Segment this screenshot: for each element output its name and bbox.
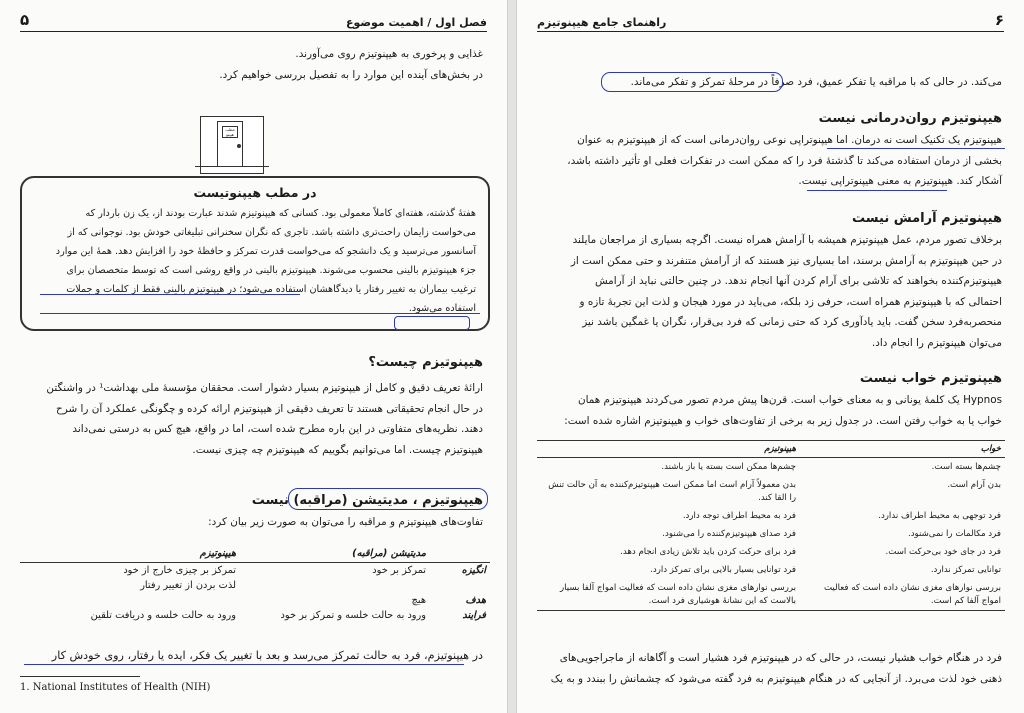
table-row xyxy=(537,476,1005,507)
table-cell: چشم‌ها ممکن است بسته یا باز باشند. xyxy=(661,461,796,472)
box-line: جزء هیپنوتیزم بالینی محسوب می‌شوند. هیپنوتیزم بالینی در واقع روشی است که توسط متخصصان برای xyxy=(66,265,476,276)
table-cell: بدن معمولاً آرام است اما ممکن است هیپنوتیزم‌کننده به آن حالت تنش را القا کند. xyxy=(548,479,796,503)
circle-annotation xyxy=(601,72,783,92)
table-row xyxy=(20,608,490,623)
left-header-title: فصل اول / اهمیت موضوع xyxy=(345,16,487,29)
table-cell: ورود به حالت خلسه و دریافت تلقین xyxy=(90,610,236,621)
section-heading: هیپنوتیزم ، مدیتیشن (مراقبه) نیست xyxy=(251,493,483,508)
door-knob xyxy=(237,144,241,148)
section-relaxation xyxy=(538,208,1002,353)
body-line: بخشی از درمان استفاده می‌کند تا گذشتهٔ فرد را که ممکن است در تفکرات فعلی او تأثیر داشته باشد، xyxy=(567,154,1002,167)
table-row xyxy=(537,543,1005,561)
body-line: هیپنوتیزم‌کننده بخواهند که تلاشی برای آرام کردن آنها انجام ندهد. در چنین حالتی نباید از آرامش xyxy=(594,275,1002,287)
box-line: آسانسور می‌ترسید و یک دانشجو که می‌خواست قدرت تمرکز و حافظهٔ خود را افزایش دهد. همهٔ این موارد xyxy=(55,246,476,257)
body-line: دهند. نظریه‌های متفاوتی در این باره مطرح شده است، اما در واقع، هیچ کس به درستی نمی‌داند xyxy=(72,423,483,435)
table-row xyxy=(537,458,1005,477)
footnote: 1. National Institutes of Health (NIH) xyxy=(20,682,211,693)
section-body xyxy=(538,390,1002,431)
table-row xyxy=(537,507,1005,525)
section-body xyxy=(538,230,1002,353)
table-cell: فرد صدای هیپنوتیزم‌کننده را می‌شنود. xyxy=(662,528,796,539)
body-line: خواب یا به خواب رفتن است. در جدول زیر به برخی از تفاوت‌های خواب و هیپنوتیزم اشاره شده است: xyxy=(564,414,1002,427)
left-intro xyxy=(23,44,483,85)
table-row xyxy=(537,579,1005,611)
table-cell: فرد توجهی به محیط اطراف ندارد. xyxy=(878,510,1001,521)
body-line: ذهنی خود لذت می‌برد. از آنجایی که در هنگام هیپنوتیزم به فرد گفته می‌شود که چشمانش را ببندد و به یک xyxy=(550,672,1002,685)
table-header: خواب xyxy=(800,441,1005,458)
left-page xyxy=(0,0,508,713)
left-page-header xyxy=(20,12,487,32)
table-cell: چشم‌ها بسته است. xyxy=(931,461,1001,472)
table-row xyxy=(537,561,1005,579)
table-header xyxy=(430,545,490,563)
closing-line: در هیپنوتیزم، فرد به حالت تمرکز می‌رسد و بعد با تغییر یک فکر، ایده یا رفتار، روی خودش کار xyxy=(51,649,483,662)
right-page xyxy=(516,0,1024,713)
body-line: می‌توان هیپنوتیزم را انجام داد. xyxy=(871,336,1002,349)
box-line: می‌خواست زایمان راحت‌تری داشته باشد. تاجری که نگران سخنرانی تبلیغاتی خودش بود. نوجوانی که از xyxy=(67,227,476,238)
table-cell: ورود به حالت خلسه و تمرکز بر خود xyxy=(280,610,426,621)
box-line: ترغیب بیماران به تغییر رفتار یا دیدگاهشان استفاده می‌شود؛ در هیپنوتیزم بالینی فقط از کلمات و جملات xyxy=(66,284,476,295)
table-header: مدیتیشن (مراقبه) xyxy=(240,545,430,563)
office-box xyxy=(20,176,490,331)
section-what-is xyxy=(23,352,483,460)
left-intro-line: غذایی و پرخوری به هیپنوتیزم روی می‌آورند. xyxy=(295,48,483,60)
body-line: هیپنوتیزم چیست. اما می‌توانیم بگوییم که هیپنوتیزم چه چیزی نیست. xyxy=(192,443,483,456)
table-cell: فرد برای حرکت کردن باید تلاش زیادی انجام دهد. xyxy=(620,546,796,557)
left-intro-line: در بخش‌های آینده این موارد را به تفصیل بررسی خواهیم کرد. xyxy=(219,68,483,81)
body-line: در حال انجام تحقیقاتی هستند تا تعریف دقیقی از هیپنوتیزم ارائه کرده و چگونگی عملکرد آن را شرح xyxy=(56,402,483,415)
right-page-header xyxy=(537,12,1004,32)
section-heading: هیپنوتیزم خواب نیست xyxy=(859,371,1002,386)
body-line: Hypnos یک کلمهٔ یونانی و به معنای خواب است. قرن‌ها پیش مردم تصور می‌کردند هیپنوتیزم همان xyxy=(577,394,1002,406)
right-top-line: می‌کند. در حالی که با مراقبه یا تفکر عمیق، فرد صرفاً در مرحلهٔ تمرکز و تفکر می‌ماند. xyxy=(630,76,1002,88)
table-cell: فرد به محیط اطراف توجه دارد. xyxy=(682,510,796,521)
body-line: برخلاف تصور مردم، عمل هیپنوتیزم همیشه با آرامش همراه نیست. اگرچه بسیاری از مراجعان مایلند xyxy=(572,234,1002,246)
table-header: هیپنوتیزم xyxy=(20,545,240,563)
body-line: آشکار کند. هیپنوتیزم به معنی هیپنوتراپی نیست. xyxy=(798,175,1002,187)
table-row xyxy=(20,578,490,593)
body-line: فرد در هنگام خواب هشیار نیست، در حالی که در هیپنوتیزم فرد هشیار است و آگاهانه از ماجراجویی‌های xyxy=(559,652,1002,664)
door-sign: مطب هیپنو xyxy=(222,126,238,138)
circle-annotation xyxy=(394,316,470,330)
section-body xyxy=(23,378,483,460)
door-illustration xyxy=(200,116,264,174)
table-header: هیپنوتیزم xyxy=(537,441,800,458)
table-cell: تمرکز بر خود xyxy=(372,565,426,576)
meditation-table xyxy=(20,545,490,623)
underline-annotation xyxy=(40,313,480,314)
box-title: در مطب هیپنوتیست xyxy=(193,185,317,200)
door-frame xyxy=(217,121,243,167)
section-body xyxy=(538,130,1002,192)
table-row xyxy=(20,593,490,608)
book-gutter xyxy=(508,0,516,713)
table-cell: تمرکز بر چیزی خارج از خود xyxy=(123,565,236,576)
section-heading: هیپنوتیزم آرامش نیست xyxy=(852,211,1002,226)
left-page-number: ۵ xyxy=(20,11,30,29)
circle-annotation xyxy=(288,488,488,510)
table-cell: فرد توانایی بسیار بالایی برای تمرکز دارد. xyxy=(650,564,796,575)
table-cell xyxy=(20,593,240,608)
body-line: ارائهٔ تعریف دقیق و کامل از هیپنوتیزم بسیار دشوار است. محققان مؤسسهٔ ملی بهداشت¹ در واشنگتن xyxy=(46,382,483,394)
table-row xyxy=(537,525,1005,543)
table-cell: فرایند xyxy=(462,610,486,621)
table-cell: بررسی نوارهای مغزی نشان داده است که فعالیت امواج آلفا بسیار بالاست که این نشانهٔ هوشیاری فرد است. xyxy=(537,579,800,611)
table-cell: توانایی تمرکز ندارد. xyxy=(930,564,1001,575)
box-line: هفتهٔ گذشته، هفته‌ای کاملاً معمولی بود. کسانی که هیپنوتیزم شدند عبارت بودند از، یک زن باردار که xyxy=(85,208,476,219)
table-cell: لذت بردن از تغییر رفتار xyxy=(140,580,236,591)
body-line: منحصربه‌فرد سخن گفت. باید یادآوری کرد که حتی زمانی که فرد بی‌قرار، نگران یا غمگین باشد نیز xyxy=(582,316,1002,328)
section-psychotherapy xyxy=(538,108,1002,192)
floor-line xyxy=(195,166,269,167)
section-heading: هیپنوتیزم چیست؟ xyxy=(368,355,483,370)
section-sleep xyxy=(538,368,1002,431)
box-text xyxy=(34,204,476,318)
underline-annotation xyxy=(807,190,947,191)
right-page-number: ۶ xyxy=(994,11,1004,29)
footnote-rule xyxy=(20,676,140,677)
body-line: در حین هیپنوتیزم به آرامش برسند، اما بسیاری نیز هستند که از آرامش متنفرند و حتی ممکن است از xyxy=(570,254,1002,267)
section-intro: تفاوت‌های هیپنوتیزم و مراقبه را می‌توان به صورت زیر بیان کرد: xyxy=(208,516,483,528)
table-cell: فرد در جای خود بی‌حرکت است. xyxy=(885,546,1001,557)
table-row xyxy=(20,563,490,579)
right-header-title: راهنمای جامع هیپنوتیزم xyxy=(537,16,667,29)
table-cell: بررسی نوارهای مغزی نشان داده است که فعالیت امواج آلفا کم است. xyxy=(800,579,1005,611)
table-cell: فرد مکالمات را نمی‌شنود. xyxy=(908,528,1001,539)
body-line: احتمالی که با هیپنوتیزم همراه است، حرفی زد بلکه، می‌باید در مورد هیجان و لذت این تجربهٔ تازه و xyxy=(579,295,1002,308)
body-line: هیپنوتیزم یک تکنیک است نه درمان. اما هیپنوتراپی نوعی روان‌درمانی است که از هیپنوتیزم به عنوان xyxy=(577,134,1002,146)
box-line: استفاده می‌شود. xyxy=(408,303,476,314)
underline-annotation xyxy=(827,148,1005,149)
table-cell xyxy=(240,578,430,593)
section-heading: هیپنوتیزم روان‌درمانی نیست xyxy=(818,111,1002,126)
table-cell: بدن آرام است. xyxy=(947,479,1001,490)
underline-annotation xyxy=(24,664,464,665)
right-bottom-text xyxy=(538,648,1002,689)
table-cell: هیچ xyxy=(411,595,426,606)
table-cell: انگیزه xyxy=(461,565,486,576)
underline-annotation xyxy=(40,294,300,295)
sleep-table xyxy=(537,440,1005,611)
table-cell: هدف xyxy=(465,595,486,606)
table-cell xyxy=(430,578,490,593)
